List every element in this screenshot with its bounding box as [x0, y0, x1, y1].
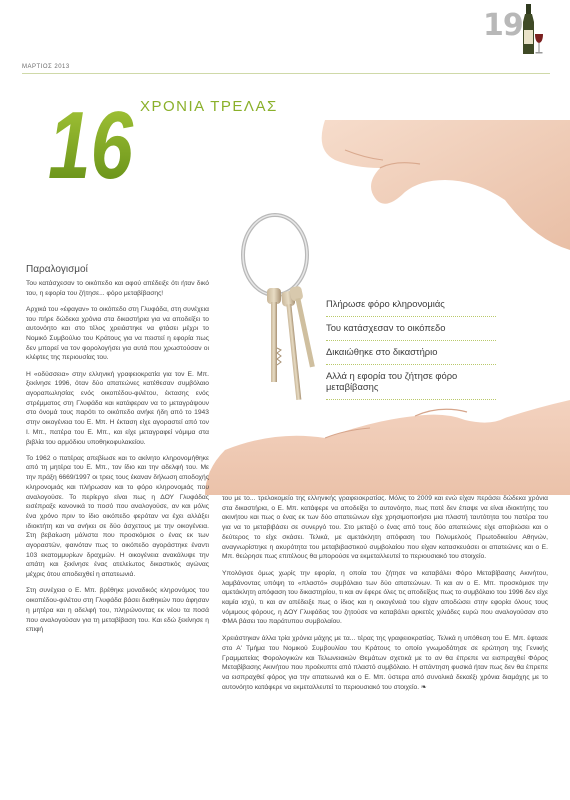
paragraph: Υπολόγισε όμως χωρίς την εφορία, η οποία του ζήτησε να καταβάλει Φόρο Μεταβίβασης Ακινήτου, λαμβάνοντας υπόψη το «πλαστό» συμβόλαιο των δύο απατεώνων. Τι και αν ο Ε. Μπ. προσκόμισε την αμετάκλητη απόφαση του δικαστηρίου, τι και αν έφερε όλες τις αποδείξεις πως το συμβόλαιο του 1996 δεν είχε καμία ισχύ, τι και αν απέδειξε πως ο ίδιος και η οικογένειά του είχαν αποδώσει στην εφορία όλους τους νόμιμους φόρους, η ΔΟΥ Γλυφάδας του ζητούσε να καταβάλει αρκετές χιλιάδες ευρώ που αναλογούσαν στο ΦΜΑ βάσει του παράτυπου συμβολαίου.: [222, 569, 548, 626]
section-heading: Παραλογισμοί: [26, 264, 88, 275]
paragraph-text: Χρειάστηκαν άλλα τρία χρόνια μάχης με τα... τέρας της γραφειοκρατίας. Τελικά η υπόθεση του Ε. Μπ. έφτασε στο Α' Τμήμα του Νομικού Συμβουλίου του Κράτους το οποίο γνωμοδότησε σε ερώτηση της Γενικής Γραμματείας Φορολογικών και Τελωνειακών Θεμάτων σχετικά με το αν θα έπρεπε να εισπραχθεί Φόρος Μεταβίβασης Ακινήτου που προέκυπτε από πλαστό συμβόλαιο. Η απάντηση φυσικά ήταν πως δεν θα έπρεπε να εισπραχθεί φόρος για την απατεωνιά και ο Ε. Μπ. ύστερα από συνολικά δεκαέξι χρόνια διαμάχης με το αυτονόητο κατάφερε να εκμεταλλευτεί το περιουσιακό του στοιχείο.: [222, 635, 548, 691]
paragraph: Η «οδύσσεια» στην ελληνική γραφειοκρατία για τον Ε. Μπ. ξεκίνησε 1996, όταν δύο απατεώνες κατέθεσαν συμβόλαιο αγοραπωλησίας ενός οικοπέδου-φιλέτου, έκτασης ενός στρέμματος στη Γλυφάδα και κατάφεραν να το μεταγράψουν στο όνομά τους παρότι το οικόπεδο ανήκε ήδη από το 1943 στην οικογένεια του Ε. Μπ. Η έκταση είχε αγοραστεί από τον Ι. Μπ., πατέρα του Ε. Μπ., και είχε μεταγραφεί νόμιμα στα βιβλία του αρμόδιου υποθηκοφυλακείου.: [26, 370, 209, 446]
bottom-column-text: [222, 494, 548, 699]
issue-month: ΜΑΡΤΙΟΣ 2013: [22, 64, 70, 70]
paragraph: [222, 634, 548, 692]
callout-item: Αλλά η εφορία του ζήτησε φόρο μεταβίβασης: [326, 365, 496, 400]
article-title: ΧΡΟΝΙΑ ΤΡΕΛΑΣ: [140, 98, 278, 115]
end-mark-icon: ❧: [420, 683, 427, 691]
paragraph: Αρχικά του «έφαγαν» το οικόπεδο στη Γλυφάδα, στη συνέχεια του πήρε δώδεκα χρόνια στα δικαστήρια για να αποδείξει το αυτονόητο και στο τέλος χρειάστηκε να φτάσει μέχρι το Νομικό Συμβούλιο του Κράτους για να πειστεί η εφορία πως δεν μπορεί να τον φορολογήσει για αυτά που χρωστούσαν οι κλέφτες της περιουσίας του.: [26, 305, 209, 362]
paragraph: του με το... τρελοκομείο της ελληνικής γραφειοκρατίας. Μόλις το 2009 και ενώ είχαν περάσει δώδεκα χρόνια στα δικαστήρια, ο Ε. Μπ. κατάφερε να αποδείξει το αυτονόητο, πως ποτέ δεν έπαψε να είναι ιδιοκτήτης του ακινήτου και πως ο ένας εκ των δύο απατεώνων είχε χρησιμοποιήσει μια πλαστή ταυτότητα του πατέρα του για να το μεταβιβάσει σε συνεργό του. Στο μεταξύ ο ένας από τους δύο απατεώνες είχε αποβιώσει και ο δεύτερος το είχε σκάσει. Τελικά, με αμετάκλητη απόφαση του Πολυμελούς Πρωτοδικείου Αθηνών, αναγνωρίστηκε η ακυρότητα του μεταβιβαστικού συμβολαίου που είχαν κατασκευάσει οι απατεώνες και ο Ε. Μπ. θεώρησε πως επιτέλους θα μπορούσε να εκμεταλλευτεί το περιουσιακό του στοιχείο.: [222, 495, 548, 561]
big-number-16: [48, 92, 134, 199]
paragraph: Το 1962 ο πατέρας απεβίωσε και το ακίνητο κληρονομήθηκε από τη μητέρα του Ε. Μπ., τον ίδιο και την αδελφή του. Με την πράξη 6669/1997 οι τρεις τους έκαναν δήλωση αποδοχής κληρονομιάς και πλήρωσαν και το φόρο κληρονομιάς που αναλογούσε. Το περίεργο είναι πως η ΔΟΥ Γλυφάδας εισέπραξε κανονικά το ποσό που αναλογούσε, αν και μόλις ένα χρόνο πριν το ίδιο οικόπεδο φερόταν να έχει αλλάξει ιδιοκτήτη και να ανήκει σε δύο άσχετους με την οικογένεια. Στη βεβαίωση μάλιστα που προσκόμισε ο ένας εκ των αγοραστών, φαινόταν πως το οικόπεδο αγοράστηκε έναντι 103 εκατομμυρίων δραχμών. Η οικογένεια ανακάλυψε την απάτη και ξεκίνησε ένας ατελείωτος δικαστικός αγώνας μέχρις ότου αποδειχθεί η απατεωνιά.: [26, 454, 209, 579]
paragraph: Του κατάσχεσαν το οικόπεδο και αφού απέδειξε ότι ήταν δικό του, η εφορία του ζήτησε... φόρο μεταβίβασης!: [26, 280, 209, 297]
wine-bottle-icon: [522, 4, 544, 56]
callout-item: Δικαιώθηκε στο δικαστήριο: [326, 341, 496, 365]
page-number: 19: [483, 8, 523, 43]
callout-item: Πλήρωσε φόρο κληρονομιάς: [326, 293, 496, 317]
callout-item: Του κατάσχεσαν το οικόπεδο: [326, 317, 496, 341]
svg-text:16: 16: [48, 92, 134, 199]
left-column-text: [26, 279, 209, 641]
callout-list: [326, 293, 496, 400]
paragraph: Στη συνέχεια ο Ε. Μπ. βρέθηκε μοναδικός κληρονόμος του οικοπέδου-φιλέτου στη Γλυφάδα βάσει διαθηκών που άφησαν η μητέρα και η αδελφή του, πληρώνοντας εκ νέου τα ποσά που αναλογούσαν για τη μεταβίβαση του. Και εδώ ξεκίνησε η επιφή: [26, 587, 209, 634]
header-divider: [22, 73, 550, 74]
